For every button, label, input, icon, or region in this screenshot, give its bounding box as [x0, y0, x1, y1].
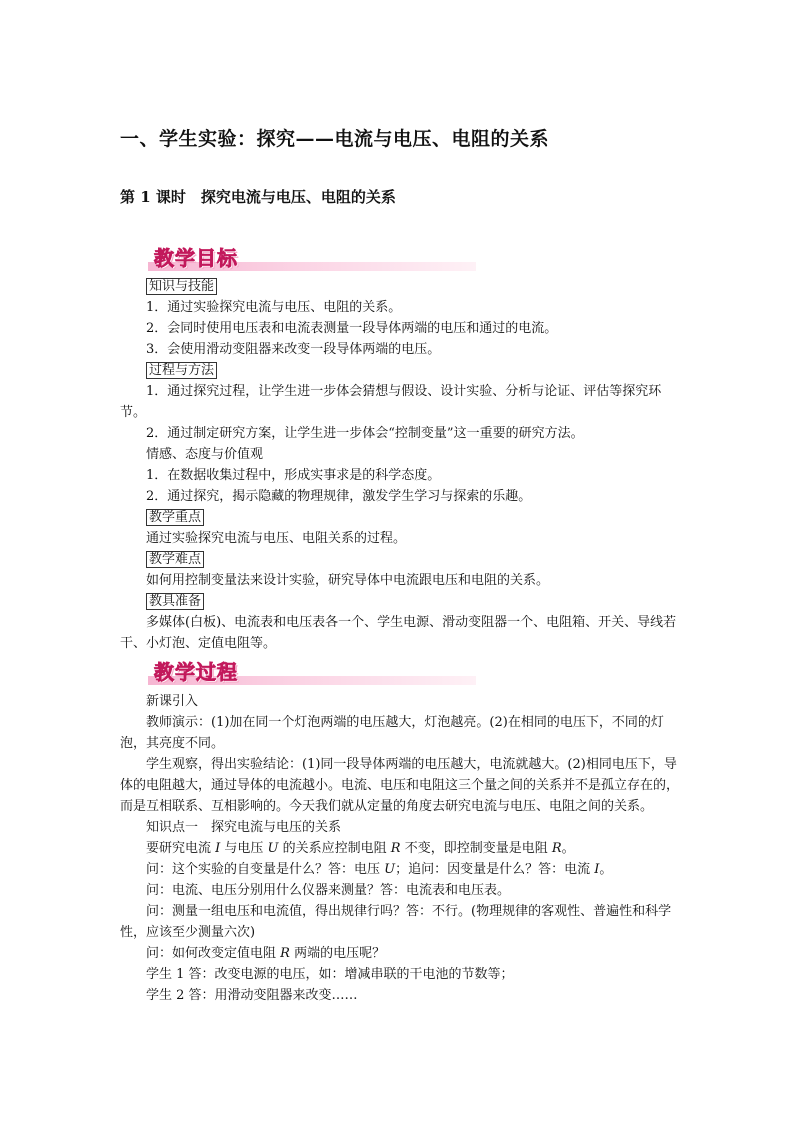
text-run: 问：如何改变定值电阻	[146, 946, 281, 961]
banner-label: 教学目标	[154, 246, 238, 270]
objective-k3: 3．会使用滑动变阻器来改变一段导体两端的电压。	[146, 342, 441, 357]
symbol-I: I	[215, 841, 221, 856]
text-run: 问：这个实验的自变量是什么？答：电压	[146, 862, 385, 877]
teacher-demo: 教师演示：(1)加在同一个灯泡两端的电压越大，灯泡越亮。(2)在相同的电压下，不同的灯泡，其亮度不同。	[120, 715, 664, 751]
difficulty-text: 如何用控制变量法来设计实验，研究导体中电流跟电压和电阻的关系。	[146, 573, 550, 588]
objective-k2: 2．会同时使用电压表和电流表测量一段导体两端的电压和通过的电流。	[146, 321, 558, 336]
text-run: 与电压	[220, 841, 268, 856]
text-run: 的关系应控制电阻	[278, 841, 391, 856]
question-3: 问：测量一组电压和电流值，得出规律行吗？答：不行。(物理规律的客观性、普遍性和科学性，应该至少测量六次)	[120, 904, 672, 940]
intro-label: 新课引入	[146, 694, 199, 709]
objectives-section	[120, 276, 680, 654]
teaching-tools-text: 多媒体(白板)、电流表和电压表各一个、学生电源、滑动变阻器一个、电阻箱、开关、导线若干、小灯泡、定值电阻等。	[120, 615, 677, 651]
label-difficulty	[120, 549, 680, 570]
banner-label: 教学过程	[154, 660, 238, 684]
question-1	[120, 859, 680, 880]
symbol-U: U	[384, 862, 396, 877]
symbol-R: R	[551, 841, 562, 856]
label-teaching-tools	[120, 591, 680, 612]
symbol-U: U	[267, 841, 279, 856]
objective-e2: 2．通过探究，揭示隐藏的物理规律，激发学生学习与探索的乐趣。	[146, 489, 532, 504]
text-run: ；追问：因变量是什么？答：电流	[395, 862, 595, 877]
text-run: 要研究电流	[146, 841, 216, 856]
text-run: 不变，即控制变量是电阻	[400, 841, 552, 856]
symbol-R: R	[280, 946, 290, 961]
student-1-answer: 学生 1 答：改变电源的电压，如：增减串联的干电池的节数等；	[146, 967, 514, 982]
objective-e1: 1．在数据收集过程中，形成实事求是的科学态度。	[146, 468, 441, 483]
control-variable-line	[120, 838, 680, 859]
lesson-title: 一、学生实验：探究——电流与电压、电阻的关系	[120, 128, 550, 150]
label-emotion	[120, 444, 680, 465]
banner-teaching-objectives	[148, 243, 476, 271]
symbol-I: I	[594, 862, 600, 877]
label-process-method	[120, 360, 680, 381]
objective-k1: 1．通过实验探究电流与电压、电阻的关系。	[146, 300, 402, 315]
text-run: 。	[599, 862, 613, 877]
boxed-label: 教学难点	[146, 551, 204, 568]
objective-p2: 2．通过制定研究方案，让学生进一步体会“控制变量”这一重要的研究方法。	[146, 426, 584, 441]
key-point-text: 通过实验探究电流与电压、电阻关系的过程。	[146, 531, 407, 546]
banner-teaching-process	[148, 657, 476, 685]
text-run: 。	[561, 841, 575, 856]
label-knowledge	[120, 276, 680, 297]
question-2: 问：电流、电压分别用什么仪器来测量？答：电流表和电压表。	[146, 883, 511, 898]
process-section	[120, 691, 680, 1006]
text-run: 两端的电压呢？	[289, 946, 386, 961]
label-key-point	[120, 507, 680, 528]
question-4	[120, 943, 680, 964]
boxed-label: 教具准备	[146, 593, 204, 610]
boxed-label: 知识与技能	[146, 278, 217, 295]
lesson-subtitle: 第 1 课时 探究电流与电压、电阻的关系	[120, 188, 396, 206]
student-2-answer: 学生 2 答：用滑动变阻器来改变……	[146, 988, 358, 1003]
objective-p1: 1．通过探究过程，让学生进一步体会猜想与假设、设计实验、分析与论证、评估等探究环节。	[120, 384, 662, 420]
boxed-label: 教学重点	[146, 509, 204, 526]
knowledge-point-1: 知识点一 探究电流与电压的关系	[146, 820, 342, 835]
boxed-label: 过程与方法	[146, 362, 217, 379]
symbol-R: R	[390, 841, 401, 856]
student-observe: 学生观察，得出实验结论：(1)同一段导体两端的电压越大，电流就越大。(2)相同电压下，导体的电阻越大，通过导体的电流越小。电流、电压和电阻这三个量之间的关系并不是孤立存在的，而是互相联系、互相影响的。今天我们就从定量的角度去研究电流与电压、电阻之间的关系。	[120, 757, 680, 814]
plain-label: 情感、态度与价值观	[146, 447, 264, 462]
